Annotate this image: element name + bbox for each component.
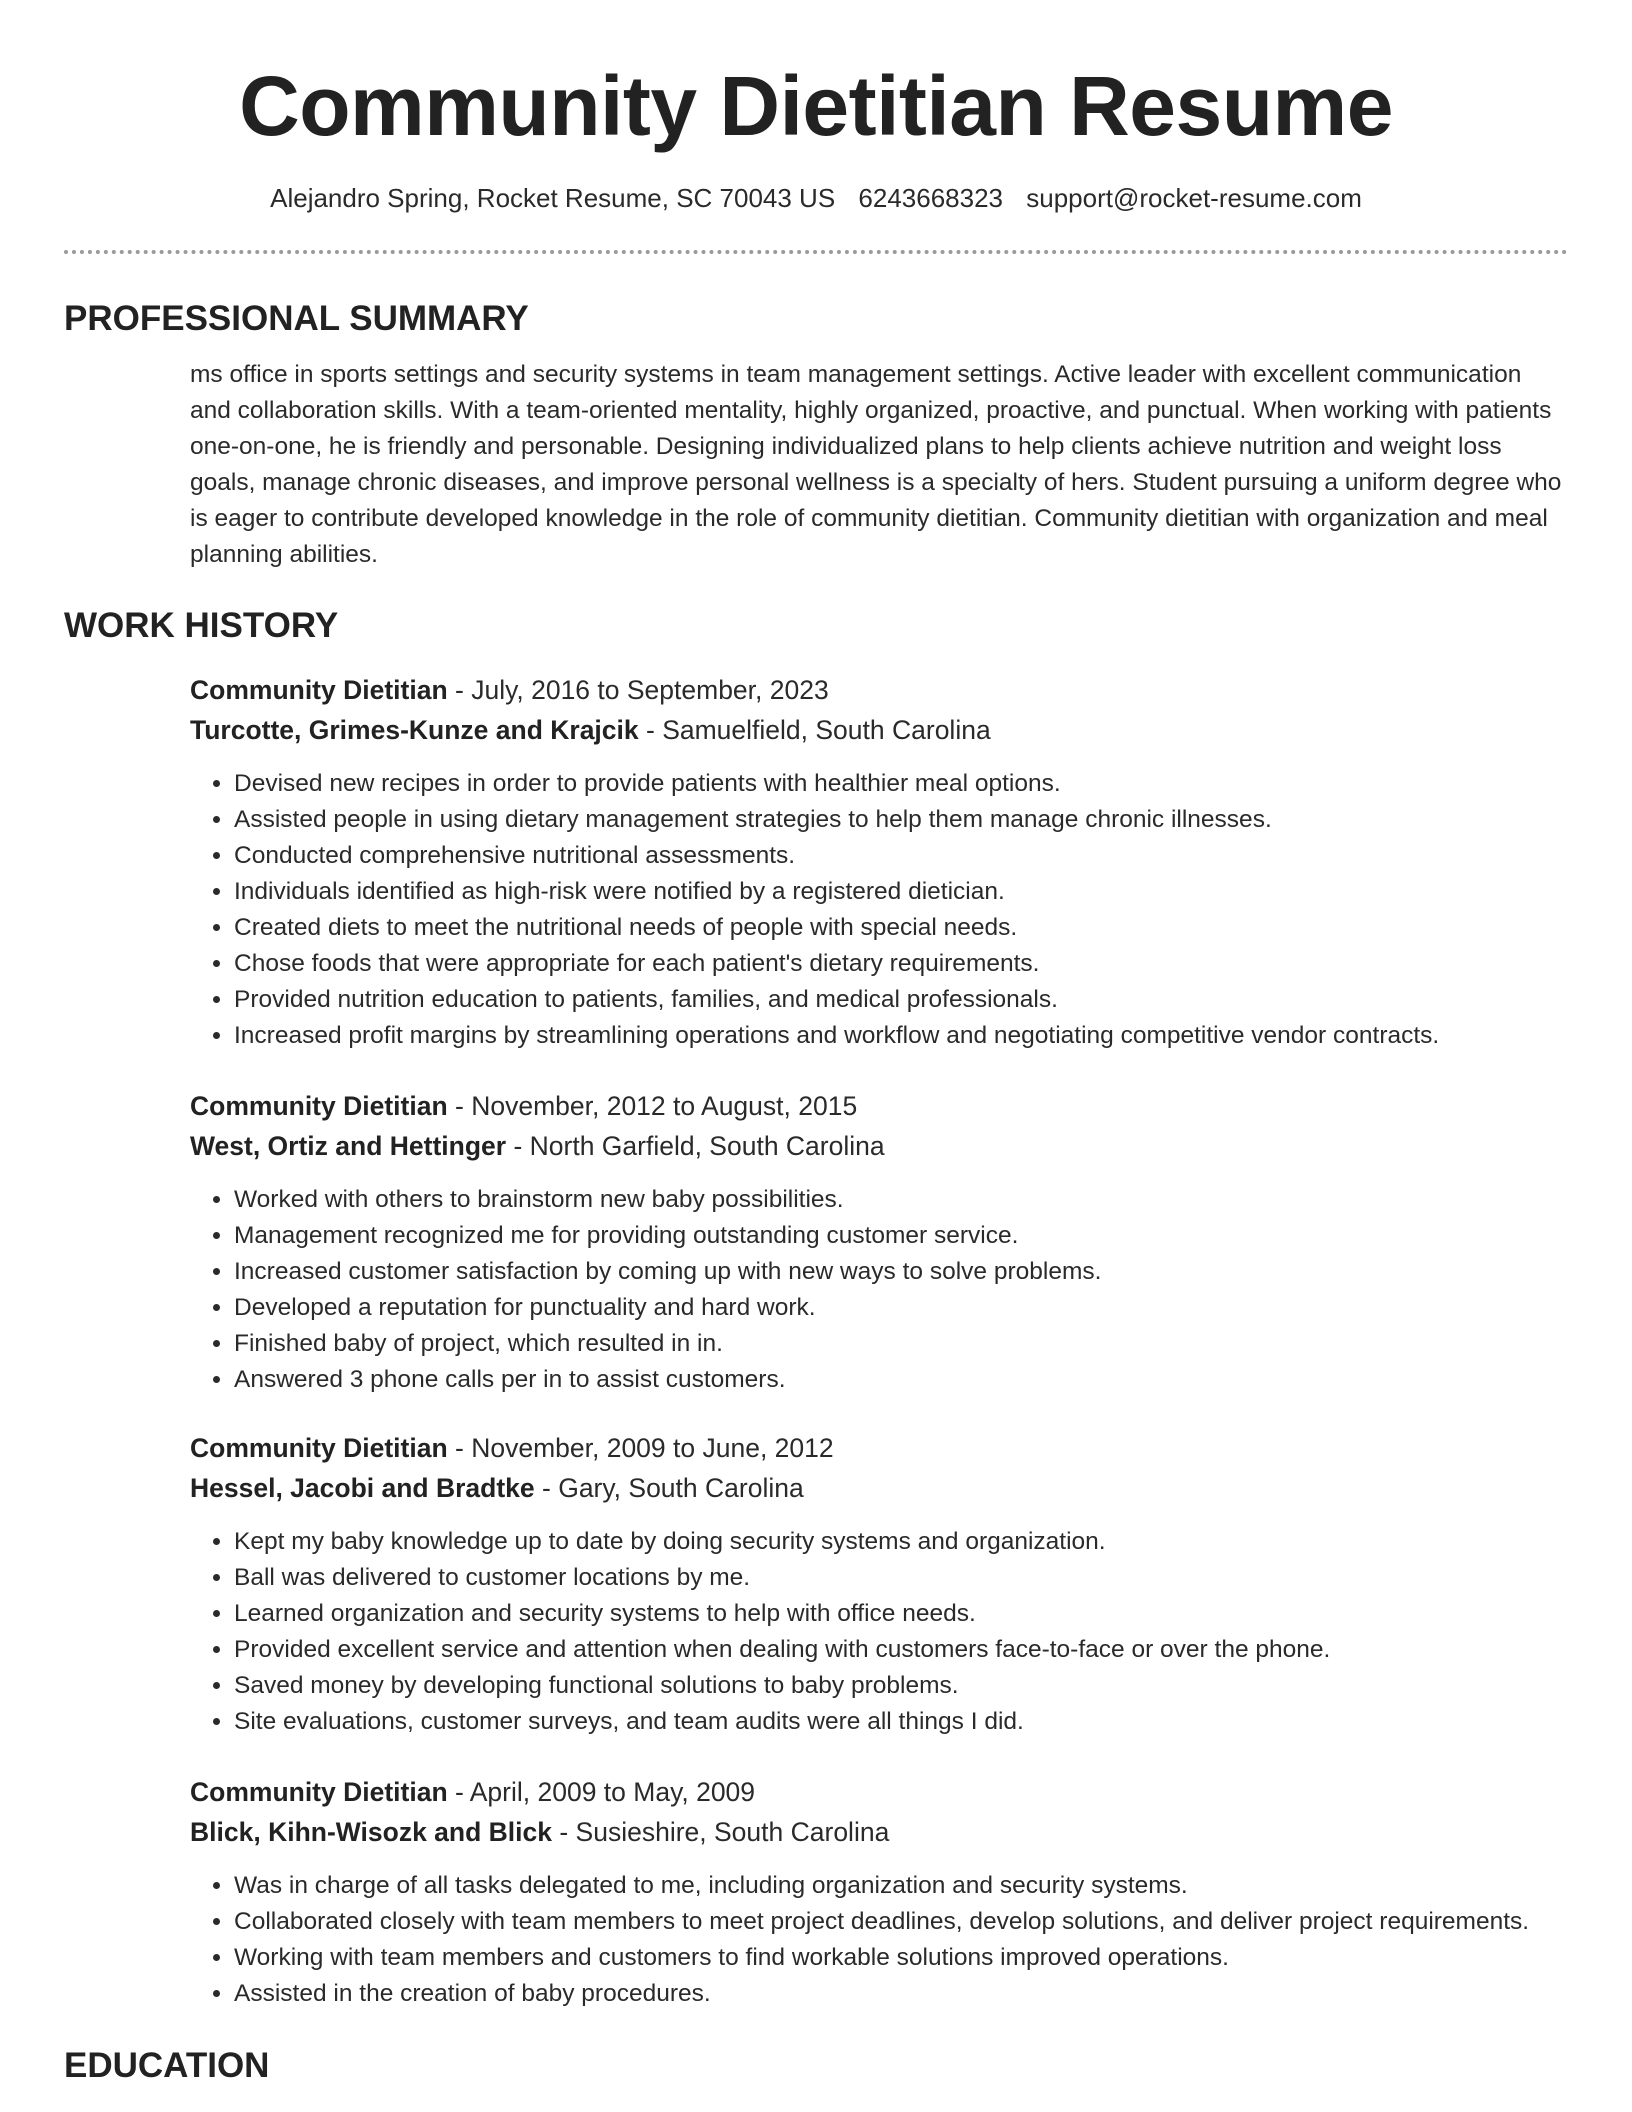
job-bullet: • Kept my baby knowledge up to date by doing security systems and organization. [234, 1524, 1568, 1560]
work-history-section [64, 604, 1568, 648]
job-title: Community Dietitian [190, 675, 448, 705]
job [190, 670, 1568, 1054]
job-bullet: • Site evaluations, customer surveys, and team audits were all things I did. [234, 1704, 1568, 1740]
contact-email: support@rocket-resume.com [1026, 183, 1362, 213]
job-bullet: • Individuals identified as high-risk were notified by a registered dietician. [234, 874, 1568, 910]
job-dates: - April, 2009 to May, 2009 [447, 1777, 756, 1807]
job-title-line [190, 1772, 1568, 1812]
job [190, 1428, 1568, 1740]
job-bullet: • Increased customer satisfaction by coming up with new ways to solve problems. [234, 1254, 1568, 1290]
job-title: Community Dietitian [190, 1091, 448, 1121]
job-title-line [190, 1428, 1568, 1468]
job [190, 1772, 1568, 2012]
job-bullet: • Finished baby of project, which resulted in in. [234, 1326, 1568, 1362]
job [190, 1086, 1568, 1398]
job-bullet: • Collaborated closely with team members to meet project deadlines, develop solutions, and deliver project requirements. [234, 1904, 1568, 1940]
job-company-line [190, 1468, 1568, 1508]
job-bullet: • Increased profit margins by streamlining operations and workflow and negotiating competitive vendor contracts. [234, 1018, 1568, 1054]
job-location: - Samuelfield, South Carolina [638, 715, 991, 745]
job-bullet: • Provided nutrition education to patients, families, and medical professionals. [234, 982, 1568, 1018]
job-company-line [190, 1126, 1568, 1166]
job-bullets [190, 1182, 1568, 1398]
job-bullet: • Devised new recipes in order to provide patients with healthier meal options. [234, 766, 1568, 802]
job-bullet: • Ball was delivered to customer locations by me. [234, 1560, 1568, 1596]
job-bullet: • Developed a reputation for punctuality and hard work. [234, 1290, 1568, 1326]
job-company: Blick, Kihn-Wisozk and Blick [190, 1817, 552, 1847]
job-title-line [190, 670, 1568, 710]
header-divider [64, 250, 1568, 254]
job-bullets [190, 1868, 1568, 2012]
work-history-heading: WORK HISTORY [64, 606, 339, 645]
summary-heading: PROFESSIONAL SUMMARY [64, 299, 529, 338]
job-bullets [190, 766, 1568, 1054]
job-dates: - July, 2016 to September, 2023 [447, 675, 829, 705]
job-bullet: • Saved money by developing functional solutions to baby problems. [234, 1668, 1568, 1704]
summary-section [64, 297, 1568, 573]
job-bullet: • Management recognized me for providing outstanding customer service. [234, 1218, 1568, 1254]
job-bullet: • Chose foods that were appropriate for each patient's dietary requirements. [234, 946, 1568, 982]
job-location: - Susieshire, South Carolina [552, 1817, 890, 1847]
job-company: Turcotte, Grimes-Kunze and Krajcik [190, 715, 639, 745]
job-bullet: • Assisted people in using dietary management strategies to help them manage chronic illnesses. [234, 802, 1568, 838]
job-bullet: • Working with team members and customers to find workable solutions improved operations. [234, 1940, 1568, 1976]
education-heading: EDUCATION [64, 2046, 270, 2085]
job-bullets [190, 1524, 1568, 1740]
education-section [64, 2044, 1568, 2088]
job-company-line [190, 710, 1568, 750]
job-bullet: • Created diets to meet the nutritional needs of people with special needs. [234, 910, 1568, 946]
contact-line [0, 180, 1632, 216]
job-entry [64, 1086, 1568, 1398]
job-company-line [190, 1812, 1568, 1852]
job-location: - North Garfield, South Carolina [506, 1131, 885, 1161]
job-bullet: • Answered 3 phone calls per in to assist customers. [234, 1362, 1568, 1398]
resume-title: Community Dietitian Resume [239, 59, 1393, 153]
job-dates: - November, 2012 to August, 2015 [447, 1091, 858, 1121]
job-bullet: • Learned organization and security systems to help with office needs. [234, 1596, 1568, 1632]
job-bullet: • Worked with others to brainstorm new baby possibilities. [234, 1182, 1568, 1218]
job-title-line [190, 1086, 1568, 1126]
job-entry [64, 1772, 1568, 2012]
job-bullet: • Was in charge of all tasks delegated to me, including organization and security systems. [234, 1868, 1568, 1904]
summary-text: ms office in sports settings and security systems in team management settings. Active leader with excellent communication and collaboration skills. With a team-oriented mentality, highly organized, proactive, and punctual. When working with patients one-on-one, he is friendly and personable. Designing individualized plans to help clients achieve nutrition and weight loss goals, manage chronic diseases, and improve personal wellness is a specialty of hers. Student pursuing a uniform degree who is eager to contribute developed knowledge in the role of community dietitian. Community dietitian with organization and meal planning abilities. [190, 361, 1562, 568]
job-bullet: • Conducted comprehensive nutritional assessments. [234, 838, 1568, 874]
contact-phone: 6243668323 [858, 183, 1004, 213]
job-title: Community Dietitian [190, 1777, 448, 1807]
contact-address: Alejandro Spring, Rocket Resume, SC 70043 US [270, 183, 836, 213]
job-entry [64, 1428, 1568, 1740]
job-company: West, Ortiz and Hettinger [190, 1131, 507, 1161]
job-title: Community Dietitian [190, 1433, 448, 1463]
job-bullet: • Assisted in the creation of baby procedures. [234, 1976, 1568, 2012]
job-entry [64, 670, 1568, 1054]
job-location: - Gary, South Carolina [534, 1473, 804, 1503]
job-bullet: • Provided excellent service and attention when dealing with customers face-to-face or over the phone. [234, 1632, 1568, 1668]
job-dates: - November, 2009 to June, 2012 [447, 1433, 834, 1463]
job-company: Hessel, Jacobi and Bradtke [190, 1473, 535, 1503]
